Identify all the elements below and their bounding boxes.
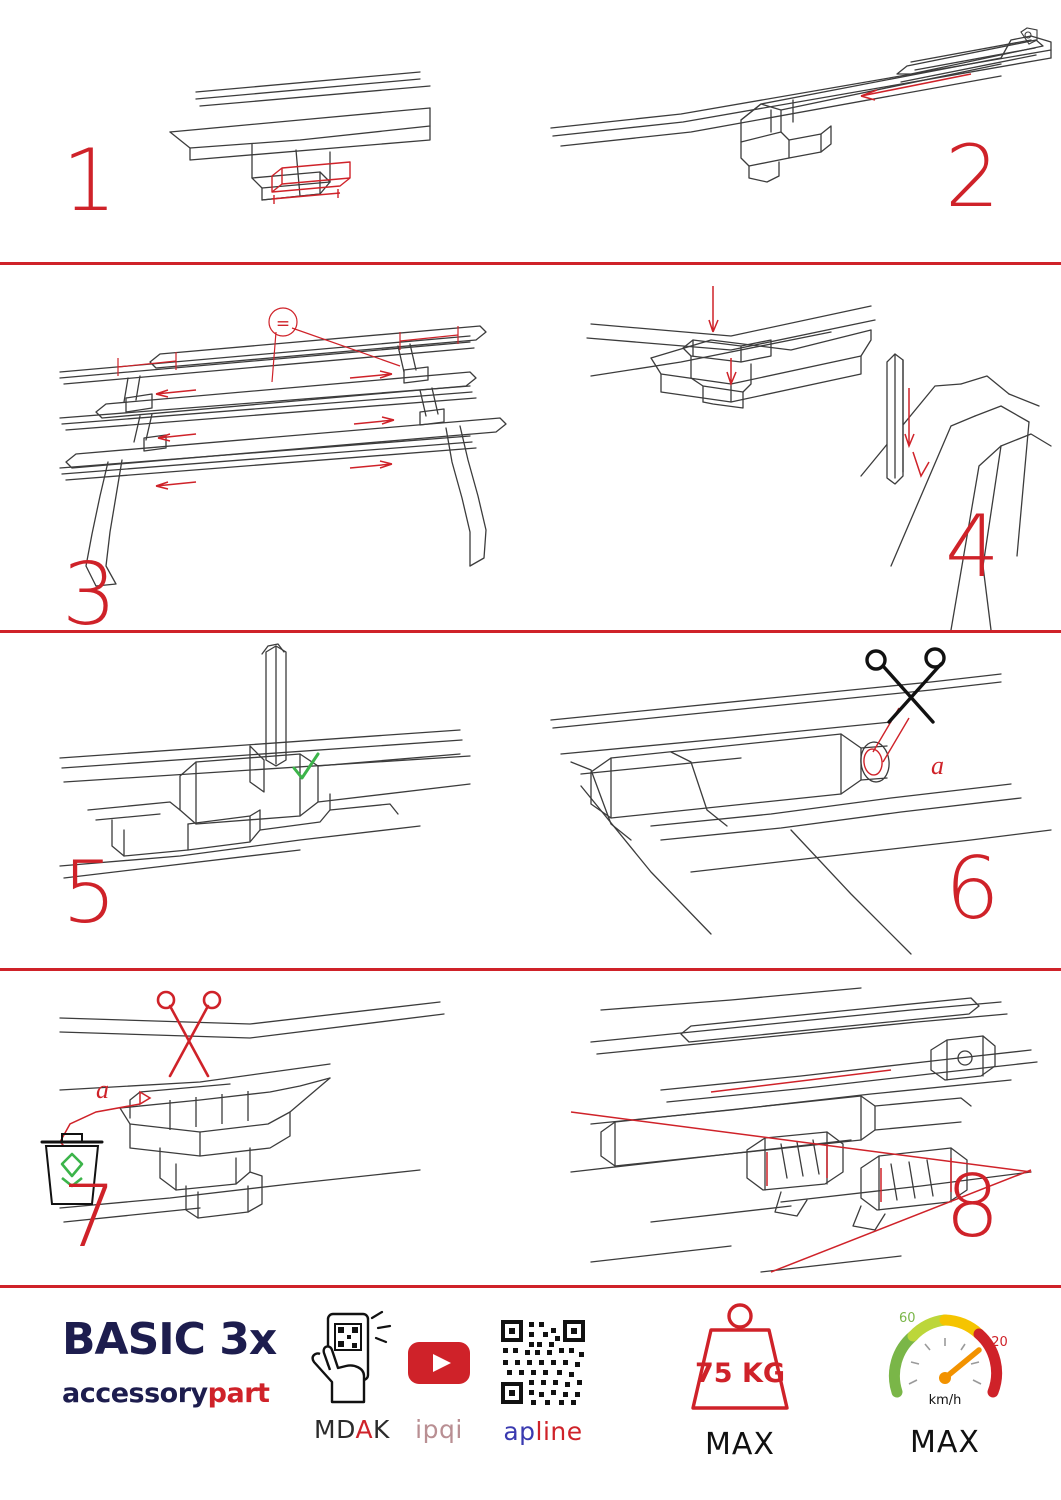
youtube-icon[interactable] [406,1338,472,1386]
svg-text:a: a [96,1075,109,1104]
row-divider-2 [0,630,1061,633]
step-panel-4 [531,266,1061,630]
brand-name-second: part [207,1378,270,1409]
product-title [62,1314,292,1365]
logo-apline-caption-first: ap [503,1417,536,1446]
step-number-6: 6 [945,839,1000,939]
qr-scan-hand-icon [302,1310,402,1408]
svg-text:=: = [275,314,291,334]
step-number-3: 3 [62,545,117,630]
max-load-block [640,1300,840,1462]
step-number-1: 1 [62,131,117,231]
logo-mdak-caption-accent: A [355,1415,374,1444]
step-panel-5 [0,634,530,968]
row-divider-4 [0,1285,1061,1288]
brand-block [62,1314,292,1409]
max-load-caption: MAX [705,1427,775,1462]
logo-apline [478,1318,608,1444]
logo-apline-caption [478,1419,608,1444]
brand-name [62,1380,292,1407]
qr-code-icon [499,1318,587,1406]
logo-mdak-caption-last: K [373,1415,390,1444]
step-panel-3 [0,266,530,630]
weight-icon [675,1300,805,1420]
speedometer-icon [875,1300,1015,1418]
brand-name-first: accessory [62,1378,208,1409]
speed-tick-low: 60 [899,1311,916,1326]
row-divider-1 [0,262,1061,265]
step-panel-2 [531,0,1061,262]
step-number-4: 4 [945,497,1000,597]
step-number-8: 8 [945,1157,1000,1257]
logo-mdak-caption-first: MD [314,1415,356,1444]
product-title-main: BASIC 3 [62,1314,249,1365]
logo-apline-caption-accent: line [535,1417,583,1446]
footer [0,1290,1061,1500]
step-number-7: 7 [62,1167,117,1267]
step-number-2: 2 [945,127,1000,227]
max-speed-block [850,1300,1040,1460]
step-number-5: 5 [62,843,117,943]
step-panel-6 [531,634,1061,968]
logo-ipqi [396,1338,482,1442]
step-panel-8 [531,972,1061,1285]
step-panel-7 [0,972,530,1285]
speed-tick-high: 120 [983,1335,1008,1350]
step-panel-1 [0,0,530,262]
product-title-suffix: x [248,1314,277,1365]
logo-ipqi-caption: ipqi [415,1415,463,1444]
speed-unit: km/h [928,1393,962,1408]
weight-value: 75 KG [694,1358,786,1389]
max-speed-caption: MAX [910,1425,980,1460]
row-divider-3 [0,968,1061,971]
svg-text:a: a [931,751,944,780]
